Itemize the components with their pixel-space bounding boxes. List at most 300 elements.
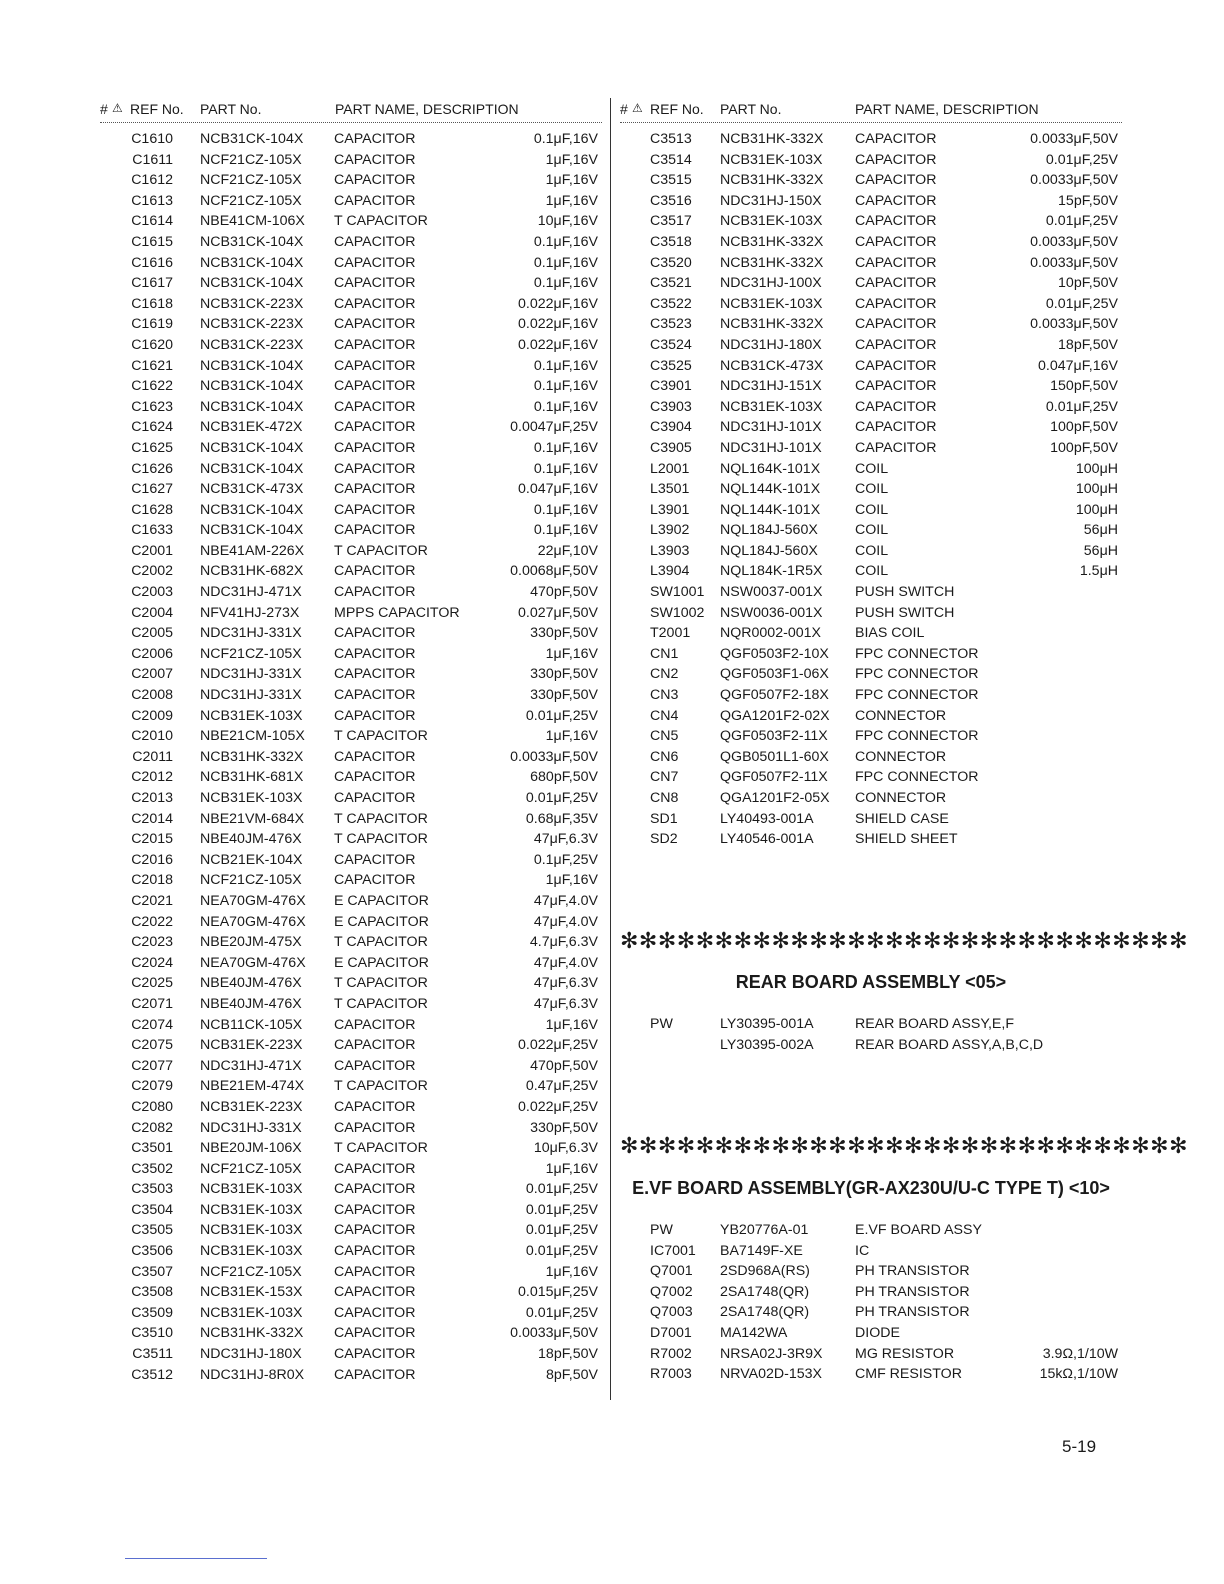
value-cell: 4.7μF,6.3V — [529, 934, 598, 951]
description-cell: FPC CONNECTOR — [855, 687, 979, 704]
part-no-cell: NQL184J-560X — [720, 522, 818, 539]
value-cell: 0.01μF,25V — [525, 707, 598, 724]
table-row — [100, 664, 602, 685]
value-cell: 0.022μF,16V — [518, 316, 598, 333]
value-cell: 22μF,10V — [537, 542, 598, 559]
table-row — [100, 459, 602, 480]
part-no-cell: NCB31CK-104X — [200, 131, 304, 147]
right-parts-table — [620, 98, 1122, 850]
ref-no-cell: C1628 — [131, 501, 173, 518]
table-row — [100, 1262, 602, 1283]
section-separator: ✻✻✻✻✻✻✻✻✻✻✻✻✻✻✻✻✻✻✻✻✻✻✻✻✻✻✻✻✻✻ — [620, 1133, 1189, 1158]
description-cell: FPC CONNECTOR — [855, 645, 979, 662]
hash-header: # — [100, 101, 108, 117]
part-no-cell: QGF0503F2-10X — [720, 645, 829, 662]
ref-no-cell: C2013 — [131, 790, 173, 806]
value-cell: 10pF,50V — [1058, 275, 1118, 292]
table-row — [100, 582, 602, 603]
ref-no-cell: SW1002 — [650, 604, 705, 621]
ref-no-cell: L3902 — [650, 522, 690, 539]
ref-no-cell: C3510 — [131, 1325, 173, 1342]
ref-no-header: REF No. — [130, 101, 184, 117]
ref-no-cell: SD2 — [650, 831, 678, 848]
left-table-header — [100, 98, 602, 123]
table-row — [620, 314, 1122, 335]
ref-no-cell: C2071 — [131, 995, 173, 1012]
ref-no-cell: PW — [650, 1016, 673, 1032]
ref-no-cell: C1618 — [131, 295, 173, 312]
ref-no-cell: C3521 — [650, 275, 692, 292]
ref-no-cell: CN3 — [650, 687, 679, 704]
value-cell: 1μF,16V — [545, 1263, 598, 1280]
value-cell: 0.022μF,25V — [518, 1098, 598, 1115]
table-row — [100, 767, 602, 788]
part-no-cell: NRVA02D-153X — [720, 1366, 822, 1383]
description-cell: COIL — [855, 542, 889, 559]
ref-no-cell: C1627 — [131, 481, 173, 498]
value-cell: 0.1μF,25V — [533, 851, 598, 868]
part-no-cell: NCF21CZ-105X — [200, 872, 302, 889]
ref-no-cell: SW1001 — [650, 584, 705, 601]
table-row — [100, 1220, 602, 1241]
table-row — [620, 706, 1122, 727]
part-no-cell: NFV41HJ-273X — [200, 604, 300, 621]
ref-no-cell: L3501 — [650, 481, 690, 498]
part-no-cell: NCB31EK-223X — [200, 1037, 303, 1054]
value-cell: 18pF,50V — [538, 1346, 598, 1363]
value-cell: 0.0033μF,50V — [1030, 254, 1118, 271]
part-no-cell: NDC31HJ-331X — [200, 1119, 302, 1136]
description-cell: CAPACITOR — [334, 172, 416, 189]
part-name-header: PART NAME, DESCRIPTION — [855, 101, 1039, 117]
part-no-cell: NCB31CK-223X — [200, 316, 304, 333]
value-cell: 0.1μF,16V — [533, 522, 598, 539]
description-cell: CAPACITOR — [334, 151, 416, 168]
table-row — [100, 747, 602, 768]
description-cell: CAPACITOR — [334, 851, 416, 868]
part-no-cell: NCB31CK-223X — [200, 336, 304, 353]
ref-no-cell: SD1 — [650, 810, 678, 827]
table-row — [620, 561, 1122, 582]
ref-no-cell: C2006 — [131, 645, 173, 662]
ref-no-cell: C2001 — [131, 542, 173, 559]
part-no-cell: NCF21CZ-105X — [200, 1160, 302, 1177]
ref-no-cell: L3904 — [650, 563, 690, 580]
ref-no-cell: C2021 — [131, 892, 173, 909]
table-row — [100, 603, 602, 624]
table-row — [620, 417, 1122, 438]
description-cell: CAPACITOR — [334, 563, 416, 580]
value-cell: 0.1μF,16V — [533, 131, 598, 147]
table-row — [620, 170, 1122, 191]
ref-no-cell: C3502 — [131, 1160, 173, 1177]
part-no-header: PART No. — [200, 101, 262, 117]
part-no-cell: NCB31EK-103X — [200, 1243, 303, 1260]
description-cell: T CAPACITOR — [334, 831, 428, 848]
part-no-cell: NBE40JM-476X — [200, 831, 302, 848]
table-row — [620, 685, 1122, 706]
part-no-cell: NCB21EK-104X — [200, 851, 303, 868]
part-no-cell: NCB31EK-103X — [200, 1201, 303, 1218]
table-row — [100, 438, 602, 459]
table-row — [100, 953, 602, 974]
table-row — [100, 973, 602, 994]
part-no-cell: NDC31HJ-331X — [200, 625, 302, 642]
description-cell: CAPACITOR — [334, 1304, 416, 1321]
ref-no-cell: C2015 — [131, 831, 173, 848]
part-no-cell: QGF0503F1-06X — [720, 666, 829, 683]
value-cell: 0.01μF,25V — [525, 1222, 598, 1239]
part-no-cell: NCB31HK-332X — [720, 172, 824, 189]
part-no-cell: QGA1201F2-02X — [720, 707, 830, 724]
table-row — [100, 1159, 602, 1180]
description-cell: CAPACITOR — [334, 1284, 416, 1301]
part-no-cell: NCB31CK-104X — [200, 460, 304, 477]
value-cell: 47μF,4.0V — [533, 913, 598, 930]
value-cell: 0.0033μF,50V — [1030, 172, 1118, 189]
description-cell: CAPACITOR — [334, 295, 416, 312]
description-cell: CAPACITOR — [334, 707, 416, 724]
description-cell: FPC CONNECTOR — [855, 666, 979, 683]
table-row — [620, 479, 1122, 500]
description-cell: E CAPACITOR — [334, 892, 429, 909]
ref-no-cell: C3509 — [131, 1304, 173, 1321]
description-cell: CAPACITOR — [334, 233, 416, 250]
part-no-cell: LY40546-001A — [720, 831, 814, 848]
table-row — [620, 376, 1122, 397]
ref-no-cell: C3511 — [132, 1346, 173, 1363]
table-row — [620, 191, 1122, 212]
table-row — [100, 1118, 602, 1139]
table-row — [100, 726, 602, 747]
ref-no-cell: C3524 — [650, 336, 692, 353]
table-row — [620, 273, 1122, 294]
part-no-cell: NDC31HJ-101X — [720, 439, 822, 456]
table-row — [100, 912, 602, 933]
value-cell: 0.01μF,25V — [525, 1201, 598, 1218]
table-row — [100, 932, 602, 953]
ref-no-cell: C3513 — [650, 131, 692, 147]
part-no-cell: NDC31HJ-331X — [200, 666, 302, 683]
table-row — [620, 1323, 1122, 1344]
part-no-cell: NCB31HK-332X — [720, 316, 824, 333]
part-no-cell: NCB31EK-103X — [720, 295, 823, 312]
ref-no-cell: C2080 — [131, 1098, 173, 1115]
part-no-cell: NBE20JM-106X — [200, 1140, 302, 1157]
value-cell: 0.0033μF,50V — [510, 1325, 598, 1342]
description-cell: CAPACITOR — [855, 336, 937, 353]
ref-no-cell: C1623 — [131, 398, 173, 415]
ref-no-cell: L3903 — [650, 542, 690, 559]
description-cell: T CAPACITOR — [334, 995, 428, 1012]
ref-no-cell: C2079 — [131, 1078, 173, 1095]
value-cell: 56μH — [1083, 522, 1118, 539]
part-no-cell: NBE41CM-106X — [200, 213, 305, 230]
ref-no-cell: C1617 — [131, 275, 173, 292]
warning-icon: ⚠ — [112, 101, 123, 115]
table-row — [100, 870, 602, 891]
value-cell: 470pF,50V — [530, 1057, 598, 1074]
ref-no-cell: Q7002 — [650, 1283, 693, 1300]
part-no-cell: NDC31HJ-150X — [720, 192, 822, 209]
part-no-cell: NCB31HK-332X — [720, 233, 824, 250]
description-cell: SHIELD SHEET — [855, 831, 958, 848]
table-row — [620, 397, 1122, 418]
description-cell: COIL — [855, 481, 889, 498]
part-no-cell: NCB31EK-103X — [720, 213, 823, 230]
part-no-cell: NCB31EK-103X — [200, 707, 303, 724]
ref-no-cell: C2023 — [131, 934, 173, 951]
value-cell: 0.01μF,25V — [525, 1304, 598, 1321]
warning-icon: ⚠ — [632, 101, 643, 115]
ref-no-cell: C3522 — [650, 295, 692, 312]
part-no-cell: NCB31EK-103X — [720, 151, 823, 168]
description-cell: CAPACITOR — [855, 295, 937, 312]
description-cell: CAPACITOR — [855, 275, 937, 292]
description-cell: FPC CONNECTOR — [855, 728, 979, 745]
part-no-cell: NCB31CK-473X — [200, 481, 304, 498]
description-cell: CAPACITOR — [334, 275, 416, 292]
ref-no-cell: C3505 — [131, 1222, 173, 1239]
description-cell: CAPACITOR — [334, 790, 416, 806]
description-cell: CAPACITOR — [334, 522, 416, 539]
part-no-cell: NBE21CM-105X — [200, 728, 305, 745]
value-cell: 0.0047μF,25V — [510, 419, 598, 436]
table-row — [100, 623, 602, 644]
value-cell: 0.1μF,16V — [533, 460, 598, 477]
ref-no-cell: C1622 — [131, 378, 173, 395]
description-cell: CAPACITOR — [334, 192, 416, 209]
ref-no-cell: C3904 — [650, 419, 692, 436]
ref-no-cell: C2010 — [131, 728, 173, 745]
part-no-cell: NQL144K-101X — [720, 501, 821, 518]
value-cell: 0.047μF,16V — [1038, 357, 1118, 374]
description-cell: CAPACITOR — [334, 1181, 416, 1198]
table-row — [100, 376, 602, 397]
value-cell: 0.0033μF,50V — [1030, 316, 1118, 333]
part-no-cell: NBE41AM-226X — [200, 542, 305, 559]
part-no-cell: QGB0501L1-60X — [720, 748, 829, 765]
value-cell: 0.027μF,50V — [518, 604, 598, 621]
description-cell: CAPACITOR — [855, 398, 937, 415]
value-cell: 1μF,16V — [545, 645, 598, 662]
ref-no-cell: C1620 — [131, 336, 173, 353]
value-cell: 15pF,50V — [1058, 192, 1118, 209]
part-no-cell: NCB11CK-105X — [200, 1016, 303, 1033]
part-no-cell: LY40493-001A — [720, 810, 814, 827]
table-row — [100, 891, 602, 912]
description-cell: CAPACITOR — [334, 872, 416, 889]
ref-no-cell: C2009 — [131, 707, 173, 724]
table-row — [100, 273, 602, 294]
ref-no-cell: C1611 — [132, 151, 173, 168]
table-row — [100, 150, 602, 171]
description-cell: CAPACITOR — [334, 1222, 416, 1239]
table-row — [620, 644, 1122, 665]
value-cell: 1μF,16V — [545, 872, 598, 889]
ref-no-cell: CN7 — [650, 769, 679, 786]
part-no-cell: NCB31CK-104X — [200, 522, 304, 539]
description-cell: CAPACITOR — [334, 1037, 416, 1054]
value-cell: 0.0068μF,50V — [510, 563, 598, 580]
description-cell: FPC CONNECTOR — [855, 769, 979, 786]
description-cell: CAPACITOR — [334, 1366, 416, 1383]
description-cell: REAR BOARD ASSY,A,B,C,D — [855, 1036, 1044, 1053]
description-cell: CAPACITOR — [334, 687, 416, 704]
table-row — [100, 685, 602, 706]
value-cell: 100μH — [1075, 481, 1118, 498]
ref-no-cell: C2016 — [131, 851, 173, 868]
part-no-cell: NDC31HJ-471X — [200, 584, 302, 601]
table-row — [620, 1035, 1122, 1056]
description-cell: CAPACITOR — [334, 1016, 416, 1033]
evf-board-rows — [620, 1220, 1122, 1385]
description-cell: CAPACITOR — [334, 584, 416, 601]
table-row — [100, 520, 602, 541]
ref-no-cell: Q7003 — [650, 1304, 693, 1321]
description-cell: CAPACITOR — [334, 336, 416, 353]
ref-no-cell: C2005 — [131, 625, 173, 642]
ref-no-cell: C2074 — [131, 1016, 173, 1033]
value-cell: 47μF,6.3V — [533, 975, 598, 992]
value-cell: 47μF,4.0V — [533, 892, 598, 909]
ref-no-cell: T2001 — [650, 625, 691, 642]
description-cell: CAPACITOR — [334, 666, 416, 683]
table-row — [100, 1035, 602, 1056]
table-row — [620, 1241, 1122, 1262]
value-cell: 0.0033μF,50V — [1030, 233, 1118, 250]
ref-no-cell: C3507 — [131, 1263, 173, 1280]
ref-no-cell: C3517 — [650, 213, 692, 230]
table-row — [100, 1076, 602, 1097]
description-cell: SHIELD CASE — [855, 810, 949, 827]
ref-no-cell: C2014 — [131, 810, 173, 827]
description-cell: COIL — [855, 522, 889, 539]
value-cell: 1μF,16V — [545, 1016, 598, 1033]
table-row — [100, 356, 602, 377]
value-cell: 1μF,16V — [545, 1160, 598, 1177]
part-no-cell: NSW0037-001X — [720, 584, 823, 601]
description-cell: CAPACITOR — [855, 419, 937, 436]
value-cell: 0.01μF,25V — [525, 790, 598, 806]
value-cell: 0.0033μF,50V — [1030, 131, 1118, 147]
description-cell: CAPACITOR — [334, 1098, 416, 1115]
table-row — [100, 1323, 602, 1344]
page-number: 5-19 — [1062, 1437, 1097, 1456]
part-no-cell: LY30395-001A — [720, 1016, 814, 1032]
value-cell: 1μF,16V — [545, 172, 598, 189]
table-row — [620, 500, 1122, 521]
table-row — [100, 644, 602, 665]
description-cell: CAPACITOR — [334, 316, 416, 333]
description-cell: CAPACITOR — [855, 439, 937, 456]
ref-no-cell: C1613 — [131, 192, 173, 209]
table-row — [620, 788, 1122, 809]
ref-no-cell: Q7001 — [650, 1263, 693, 1280]
description-cell: CAPACITOR — [855, 172, 937, 189]
ref-no-cell: C3518 — [650, 233, 692, 250]
part-no-cell: NCB31EK-103X — [200, 790, 303, 806]
table-row — [100, 541, 602, 562]
ref-no-cell: C1625 — [131, 439, 173, 456]
description-cell: T CAPACITOR — [334, 213, 428, 230]
description-cell: CAPACITOR — [334, 769, 416, 786]
table-row — [100, 1200, 602, 1221]
rear-board-title: REAR BOARD ASSEMBLY <05> — [735, 972, 1007, 992]
value-cell: 0.0033μF,50V — [510, 748, 598, 765]
hash-header: # — [620, 101, 628, 117]
ref-no-cell: C3516 — [650, 192, 692, 209]
description-cell: CMF RESISTOR — [855, 1366, 962, 1383]
part-no-cell: NCB31HK-332X — [200, 1325, 304, 1342]
part-no-cell: NDC31HJ-8R0X — [200, 1366, 305, 1383]
table-row — [100, 335, 602, 356]
description-cell: PH TRANSISTOR — [855, 1304, 970, 1321]
value-cell: 1μF,16V — [545, 192, 598, 209]
description-cell: E CAPACITOR — [334, 913, 429, 930]
description-cell: REAR BOARD ASSY,E,F — [855, 1016, 1015, 1032]
table-row — [100, 1344, 602, 1365]
description-cell: CAPACITOR — [334, 645, 416, 662]
column-divider — [610, 98, 611, 1400]
ref-no-cell: C1621 — [131, 357, 173, 374]
value-cell: 47μF,6.3V — [533, 995, 598, 1012]
description-cell: PUSH SWITCH — [855, 604, 955, 621]
table-row — [100, 170, 602, 191]
value-cell: 150pF,50V — [1050, 378, 1118, 395]
ref-no-cell: C1610 — [131, 131, 173, 147]
description-cell: CAPACITOR — [334, 1057, 416, 1074]
description-cell: BIAS COIL — [855, 625, 925, 642]
description-cell: CAPACITOR — [334, 481, 416, 498]
ref-no-cell: R7002 — [650, 1345, 692, 1362]
part-no-cell: NCF21CZ-105X — [200, 192, 302, 209]
ref-no-cell: C1612 — [131, 172, 173, 189]
description-cell: CAPACITOR — [334, 439, 416, 456]
ref-no-cell: C2075 — [131, 1037, 173, 1054]
description-cell: CAPACITOR — [334, 625, 416, 642]
ref-no-cell: C2004 — [131, 604, 173, 621]
part-no-cell: QGF0503F2-11X — [720, 728, 828, 745]
table-row — [620, 623, 1122, 644]
table-row — [100, 479, 602, 500]
part-no-cell: NQL164K-101X — [720, 460, 821, 477]
table-row — [620, 438, 1122, 459]
description-cell: PH TRANSISTOR — [855, 1263, 970, 1280]
table-row — [620, 253, 1122, 274]
table-row — [620, 459, 1122, 480]
table-row — [620, 603, 1122, 624]
description-cell: CAPACITOR — [334, 1263, 416, 1280]
table-row — [100, 706, 602, 727]
part-no-cell: NQL184K-1R5X — [720, 563, 823, 580]
ref-no-cell: PW — [650, 1222, 673, 1238]
ref-no-cell: C1626 — [131, 460, 173, 477]
part-no-cell: 2SA1748(QR) — [720, 1283, 810, 1300]
ref-no-cell: C3525 — [650, 357, 692, 374]
description-cell: CAPACITOR — [334, 1243, 416, 1260]
table-row — [620, 809, 1122, 830]
description-cell: MPPS CAPACITOR — [334, 604, 460, 621]
table-row — [620, 1261, 1122, 1282]
part-no-cell: QGF0507F2-11X — [720, 769, 828, 786]
ref-no-cell: C2025 — [131, 975, 173, 992]
part-no-cell: NDC31HJ-101X — [720, 419, 822, 436]
value-cell: 0.01μF,25V — [1045, 295, 1118, 312]
part-no-cell: YB20776A-01 — [720, 1222, 809, 1238]
description-cell: CAPACITOR — [855, 378, 937, 395]
ref-no-cell: C2011 — [132, 748, 173, 765]
